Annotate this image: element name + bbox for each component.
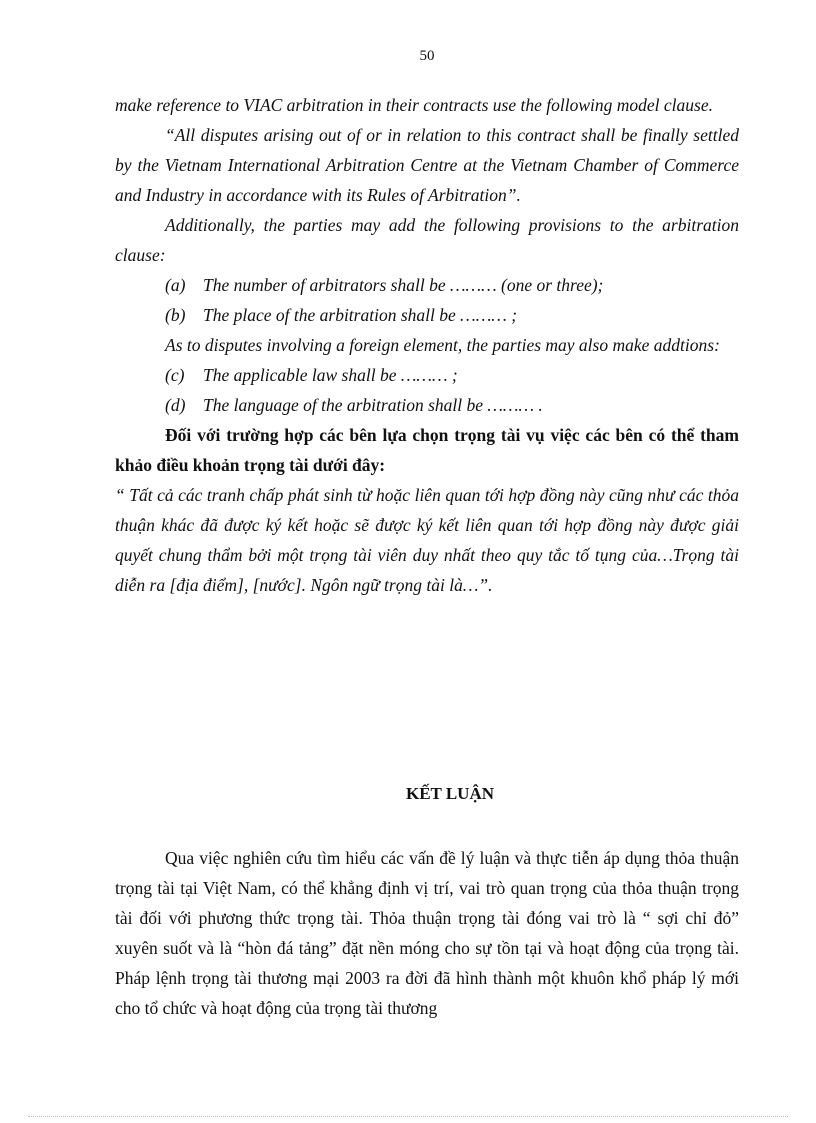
list-item	[115, 270, 739, 300]
adhoc-intro: Đối với trường hợp các bên lựa chọn trọng tài vụ việc các bên có thể tham khảo điều khoản trọng tài dưới đây:	[115, 425, 739, 475]
document-body	[115, 90, 739, 600]
conclusion-paragraph: Qua việc nghiên cứu tìm hiểu các vấn đề lý luận và thực tiễn áp dụng thỏa thuận trọng tài tại Việt Nam, có thể khẳng định vị trí, vai trò quan trọng của thỏa thuận trọng tài đối với phương thức trọng tài. Thỏa thuận trọng tài đóng vai trò là “ sợi chỉ đỏ” xuyên suốt và là “hòn đá tảng” đặt nền móng cho sự tồn tại và hoạt động của trọng tài. Pháp lệnh trọng tài thương mại 2003 ra đời đã hình thành một khuôn khổ pháp lý mới cho tổ chức và hoạt động của trọng tài thương	[115, 848, 739, 1018]
conclusion-heading: KẾT LUẬN	[405, 784, 494, 803]
additional-provisions: Additionally, the parties may add the following provisions to the arbitration clause:	[115, 215, 739, 265]
list-item-label: (b)	[165, 305, 186, 325]
list-item	[115, 390, 739, 420]
list-item-text: The language of the arbitration shall be ……… .	[203, 395, 543, 415]
list-item-label: (a)	[165, 275, 186, 295]
list-item-label: (d)	[165, 395, 186, 415]
list-item-text: The number of arbitrators shall be ……… (one or three);	[203, 275, 604, 295]
list-item	[115, 360, 739, 390]
page-bottom-divider	[28, 1116, 788, 1117]
adhoc-clause: “ Tất cả các tranh chấp phát sinh từ hoặc liên quan tới hợp đồng này cũng như các thỏa thuận khác đã được ký kết hoặc sẽ được ký kết liên quan tới hợp đồng này được giải quyết chung thẩm bởi một trọng tài viên duy nhất theo quy tắc tố tụng của…Trọng tài diễn ra [địa điểm], [nước]. Ngôn ngữ trọng tài là…”.	[115, 485, 739, 595]
list-item-text: The place of the arbitration shall be ……… ;	[203, 305, 518, 325]
page-number: 50	[419, 48, 435, 64]
english-intro: make reference to VIAC arbitration in their contracts use the following model clause.	[115, 95, 713, 115]
list-item	[115, 300, 739, 330]
foreign-element-note: As to disputes involving a foreign element, the parties may also make addtions:	[165, 335, 720, 355]
model-clause: “All disputes arising out of or in relation to this contract shall be finally settled by the Vietnam International Arbitration Centre at the Vietnam Chamber of Commerce and Industry in accordance with its Rules of Arbitration”.	[115, 125, 739, 205]
conclusion-section	[115, 843, 739, 1023]
list-item-label: (c)	[165, 365, 185, 385]
list-item-text: The applicable law shall be ……… ;	[203, 365, 458, 385]
